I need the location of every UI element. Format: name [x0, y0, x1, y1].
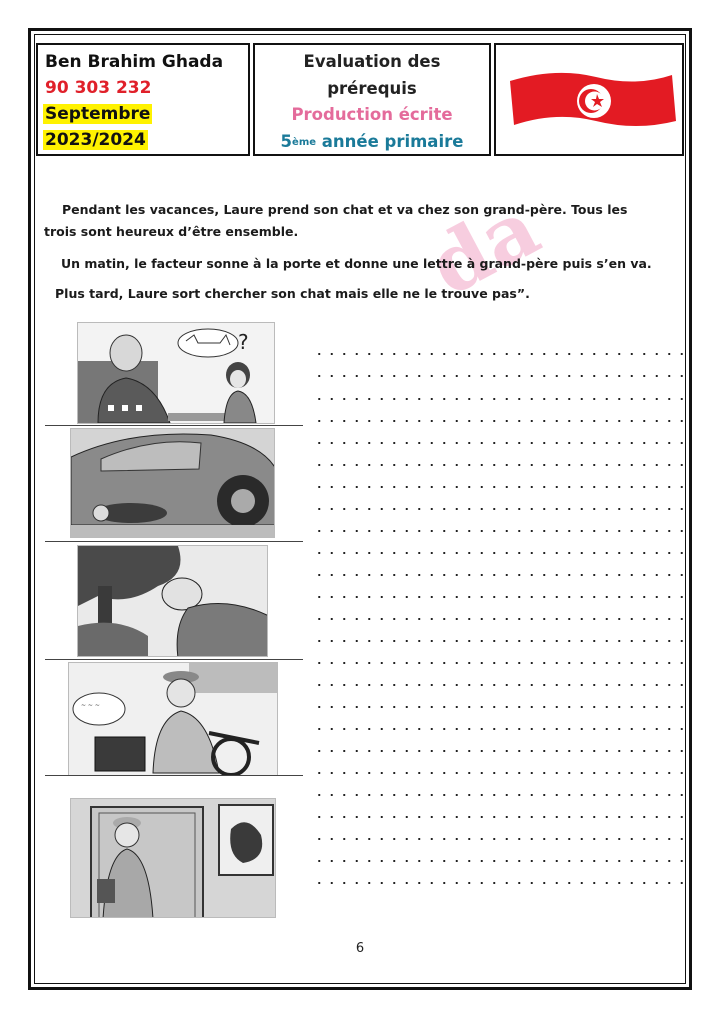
svg-text:?: ? [238, 330, 249, 354]
man-searching-picture [77, 545, 268, 657]
dotted-writing-line[interactable] [313, 596, 683, 598]
header-title-box [253, 43, 491, 156]
page-number: 6 [355, 941, 365, 956]
author-phone: 90 303 232 [45, 78, 152, 98]
dotted-writing-line[interactable] [313, 750, 683, 752]
dotted-writing-line[interactable] [313, 794, 683, 796]
subject-label: Production écrite [291, 105, 453, 124]
dotted-writing-line[interactable] [313, 640, 683, 642]
story-line-1: Pendant les vacances, Laure prend son chat et va chez son grand-père. Tous les [62, 202, 628, 217]
separator-line [45, 541, 303, 542]
dotted-writing-line[interactable] [313, 728, 683, 730]
separator-line [45, 659, 303, 660]
dotted-writing-line[interactable] [313, 420, 683, 422]
mailman-at-door-picture [70, 798, 276, 918]
dotted-writing-line[interactable] [313, 552, 683, 554]
svg-text:~ ~ ~: ~ ~ ~ [81, 702, 100, 709]
dotted-writing-line[interactable] [313, 882, 683, 884]
grandfather-and-girl-picture [77, 322, 275, 424]
dotted-writing-line[interactable] [313, 508, 683, 510]
dotted-writing-line[interactable] [313, 860, 683, 862]
dotted-writing-line[interactable] [313, 816, 683, 818]
month-label: Septembre [45, 104, 151, 124]
watermark: da [414, 180, 554, 314]
dotted-writing-line[interactable] [313, 398, 683, 400]
title-line-2: prérequis [327, 78, 417, 98]
tunisia-flag-icon [496, 45, 682, 154]
separator-line [45, 425, 303, 426]
dotted-writing-line[interactable] [313, 838, 683, 840]
title-line-1: Evaluation des [303, 52, 441, 71]
dotted-writing-line[interactable] [313, 464, 683, 466]
story-line-3: Un matin, le facteur sonne à la porte et donne une lettre à grand-père puis s’en va. [61, 256, 652, 271]
school-year: 2023/2024 [45, 130, 146, 150]
dotted-writing-line[interactable] [313, 353, 683, 355]
author-name: Ben Brahim Ghada [45, 52, 224, 72]
dotted-writing-line[interactable] [313, 442, 683, 444]
mailman-on-motorbike-picture [68, 662, 278, 776]
separator-line [45, 775, 303, 776]
dotted-writing-line[interactable] [313, 684, 683, 686]
header-flag-box [494, 43, 684, 156]
level-label: 5ème année primaire [280, 131, 464, 151]
dotted-writing-line[interactable] [313, 574, 683, 576]
dotted-writing-line[interactable] [313, 772, 683, 774]
dotted-writing-line[interactable] [313, 486, 683, 488]
dotted-writing-line[interactable] [313, 706, 683, 708]
header-author-box [36, 43, 250, 156]
dotted-writing-line[interactable] [313, 530, 683, 532]
dotted-writing-line[interactable] [313, 618, 683, 620]
story-line-2: trois sont heureux d’être ensemble. [44, 224, 299, 239]
story-line-4: Plus tard, Laure sort chercher son chat mais elle ne le trouve pas”. [55, 286, 530, 301]
car-and-girl-picture [70, 428, 275, 538]
dotted-writing-line[interactable] [313, 662, 683, 664]
dotted-writing-line[interactable] [313, 375, 683, 377]
